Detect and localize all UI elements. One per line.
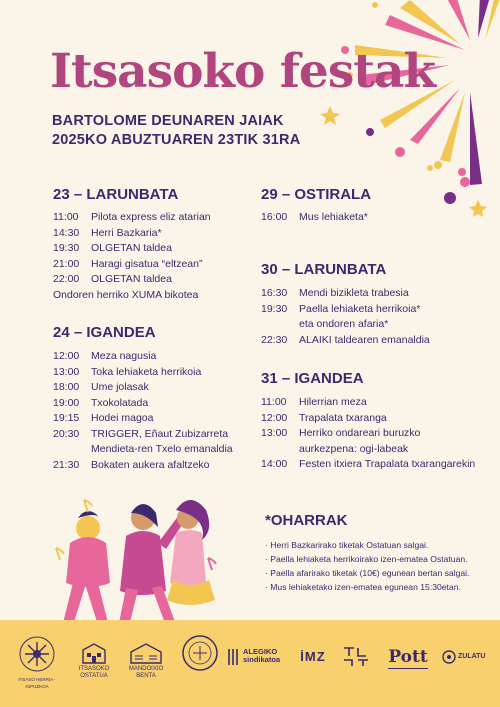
page-title: Itsasoko festak <box>50 44 436 99</box>
event-extra-note: Ondoren herriko XUMA bikotea <box>53 288 199 301</box>
notes-title: *OHARRAK <box>265 512 348 529</box>
logo-label: ITSASO HERRIA · GIPUZKOA <box>18 677 56 689</box>
event-time: 12:00 <box>261 411 288 424</box>
logo-label: ITSASOKO OSTATUA <box>78 666 110 679</box>
event-name: Txokolatada <box>91 396 149 409</box>
event-time: 12:00 <box>53 350 80 362</box>
event-name: Herri Bazkaria* <box>91 226 162 239</box>
subtitle <box>52 112 300 150</box>
event-time: 20:30 <box>53 427 80 440</box>
event-time: 14:30 <box>53 226 80 239</box>
schedule-row <box>261 442 475 458</box>
event-time: 16:00 <box>261 211 288 223</box>
note-item: · Paella lehiaketa herrikoirako izen-ematea Ostatuan. <box>265 554 468 564</box>
schedule-row <box>53 427 233 443</box>
subtitle-line-1: BARTOLOME DEUNAREN JAIAK <box>52 113 284 129</box>
event-time: 21:30 <box>53 458 80 471</box>
schedule-row <box>53 349 233 365</box>
logo-label: Pott <box>388 647 428 667</box>
schedule-row <box>261 457 475 473</box>
logo-label: ALEGIKO sindikatoa <box>243 647 281 664</box>
schedule-row <box>53 442 233 458</box>
schedule-row <box>53 380 233 396</box>
schedule-row <box>53 241 211 257</box>
event-name: Mendi bizikleta trabesia <box>299 287 409 299</box>
dancer-head-icon <box>76 516 100 540</box>
event-time: 11:00 <box>261 396 287 408</box>
event-time: 22:00 <box>53 273 80 285</box>
building-icon <box>74 642 114 680</box>
event-name: Meza nagusia <box>91 350 157 362</box>
schedule-day-23 <box>53 210 211 303</box>
day-heading-29: 29 – OSTIRALA <box>261 186 372 203</box>
event-name: Ume jolasak <box>91 381 149 393</box>
text-logo <box>340 646 374 670</box>
house-icon <box>124 642 168 680</box>
sponsor-footer <box>0 620 500 707</box>
schedule-row <box>53 226 211 242</box>
event-time: 16:30 <box>261 287 288 299</box>
event-name: Mus lehiaketa* <box>299 211 368 223</box>
event-time: 19:00 <box>53 396 80 409</box>
event-name: TRIGGER, Eñaut Zubizarreta <box>91 427 229 440</box>
schedule-day-29 <box>261 210 368 226</box>
schedule-row <box>53 458 233 474</box>
dancers-illustration <box>48 488 228 638</box>
schedule-row <box>261 286 430 302</box>
event-name: OLGETAN taldea <box>91 273 172 285</box>
event-time: 22:30 <box>261 333 288 346</box>
event-name: OLGETAN taldea <box>91 242 172 254</box>
cutlery-icon <box>226 648 288 666</box>
day-heading-24: 24 – IGANDEA <box>53 324 156 341</box>
schedule-row <box>53 210 211 226</box>
event-time: 14:00 <box>261 458 288 470</box>
event-name: Herriko ondareari buruzko <box>299 427 421 439</box>
schedule-row <box>261 302 430 318</box>
schedule-row <box>53 272 211 288</box>
event-time: 19:30 <box>53 242 80 254</box>
event-name: Mendieta-ren Txelo emanaldia <box>91 443 233 455</box>
logo-label: MANDOIXIO BENTA <box>128 666 164 679</box>
event-name: Haragi gisatua “eltzean” <box>91 257 203 270</box>
logo-label: İMZ <box>300 649 326 664</box>
event-time: 18:00 <box>53 381 80 393</box>
round-seal-icon <box>180 634 220 674</box>
schedule-row <box>53 257 211 273</box>
event-name: eta ondoren afaria* <box>299 318 389 330</box>
event-name: Bokaten aukera afaltzeko <box>91 458 210 471</box>
schedule-day-24 <box>53 349 233 473</box>
ship-wheel-icon <box>14 634 60 690</box>
event-name: ALAIKI taldearen emanaldia <box>299 333 430 346</box>
day-heading-30: 30 – LARUNBATA <box>261 261 387 278</box>
schedule-row <box>53 396 233 412</box>
notes-list <box>265 538 469 594</box>
event-name: Trapalata txaranga <box>299 411 387 424</box>
day-heading-23: 23 – LARUNBATA <box>53 186 179 203</box>
schedule-row <box>261 317 430 333</box>
event-time: 11:00 <box>53 211 79 223</box>
pott-logo <box>388 648 428 669</box>
event-time: 19:30 <box>261 302 288 315</box>
imz-logo <box>298 650 328 664</box>
event-name: Paella lehiaketa herrikoia* <box>299 302 421 315</box>
event-name: Pilota express eliz atarian <box>91 211 211 223</box>
event-name: Hodei magoa <box>91 412 154 424</box>
day-heading-31: 31 – IGANDEA <box>261 370 364 387</box>
event-name: aurkezpena: ogi-labeak <box>299 442 409 455</box>
schedule-row <box>261 426 475 442</box>
schedule-day-30 <box>261 286 430 348</box>
note-item: · Paella afarirako tiketak (10€) egunean bertan salgai. <box>265 568 470 578</box>
schedule-row <box>261 210 368 226</box>
event-name: Toka lehiaketa herrikoia <box>91 365 202 378</box>
zulatu-logo <box>442 650 496 664</box>
note-item: · Mus lehiaketako izen-ematea egunean 15:30etan. <box>265 582 461 592</box>
event-time: 13:00 <box>261 427 288 439</box>
schedule-row <box>261 333 430 349</box>
event-time: 13:00 <box>53 365 80 378</box>
event-time: 21:00 <box>53 257 80 270</box>
schedule-row <box>53 365 233 381</box>
schedule-row <box>261 395 475 411</box>
event-name: Festen itxiera Trapalata txarangarekin <box>299 458 476 470</box>
schedule-day-31 <box>261 395 475 473</box>
schedule-row <box>261 411 475 427</box>
subtitle-line-2: 2025KO ABUZTUAREN 23TIK 31RA <box>52 132 301 148</box>
event-name: Hilerrian meza <box>299 396 367 408</box>
event-time: 19:15 <box>53 412 80 424</box>
schedule-row <box>53 411 233 427</box>
note-item: · Herri Bazkarirako tiketak Ostatuan salgai. <box>265 540 429 550</box>
logo-label: ZULATU <box>458 653 486 660</box>
